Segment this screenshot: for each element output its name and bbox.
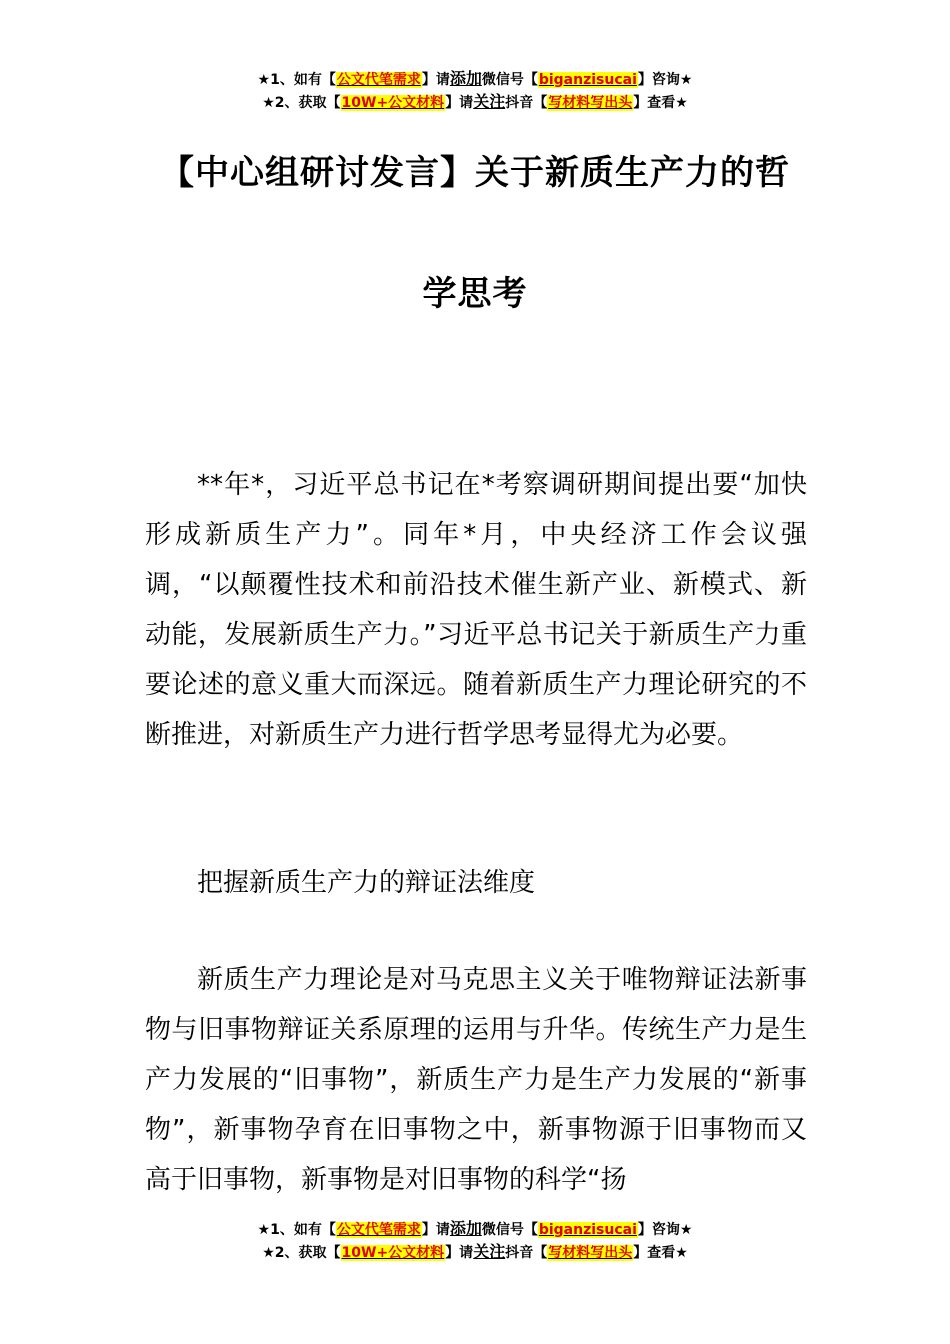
banner-text: 】咨询★: [637, 72, 693, 88]
banner-text: 】咨询★: [637, 1222, 693, 1238]
banner-line-2: [0, 91, 950, 114]
document-title-line-1: 【中心组研讨发言】关于新质生产力的哲: [160, 153, 790, 193]
footer-banner: [0, 1218, 950, 1264]
banner-text: 抖音【: [505, 95, 548, 111]
banner-emphasis: 添加: [449, 1219, 482, 1238]
highlight-douyin-id: 写材料写出头: [548, 1245, 633, 1261]
highlight-wechat-id: biganzisucai: [538, 72, 637, 88]
banner-line-2: [0, 1241, 950, 1264]
banner-text: 微信号【: [481, 72, 538, 88]
banner-text: 微信号【: [481, 1222, 538, 1238]
highlight-materials: 10W+公文材料: [341, 1245, 445, 1261]
header-banner: [0, 68, 950, 114]
highlight-materials: 10W+公文材料: [341, 95, 445, 111]
document-title-line-2: 学思考: [422, 274, 528, 314]
highlight-douyin-id: 写材料写出头: [548, 95, 633, 111]
highlight-wechat-id: biganzisucai: [538, 1222, 637, 1238]
banner-text: 】请: [445, 95, 474, 111]
banner-text: ★2、获取【: [262, 1245, 341, 1261]
paragraph-text: 新质生产力理论是对马克思主义关于唯物辩证法新事物与旧事物辩证关系原理的运用与升华。传统生产力是生产力发展的“旧事物”，新质生产力是生产力发展的“新事物”，新事物孕育在旧事物之中，新事物源于旧事物而又高于旧事物，新事物是对旧事物的科学“扬: [145, 965, 807, 1195]
banner-text: ★1、如有【: [257, 72, 336, 88]
banner-text: 】请: [445, 1245, 474, 1261]
banner-text: ★1、如有【: [257, 1222, 336, 1238]
body-paragraph-2: [145, 955, 807, 1205]
banner-line-1: [0, 1218, 950, 1241]
highlight-service: 公文代笔需求: [336, 72, 421, 88]
paragraph-text: **年*，习近平总书记在*考察调研期间提出要“加快形成新质生产力”。同年*月，中央经济工作会议强调，“以颠覆性技术和前沿技术催生新产业、新模式、新动能，发展新质生产力。”习近平总书记关于新质生产力重要论述的意义重大而深远。随着新质生产力理论研究的不断推进，对新质生产力进行哲学思考显得尤为必要。: [145, 470, 807, 750]
banner-emphasis: 添加: [449, 69, 482, 88]
banner-text: 】请: [421, 72, 450, 88]
banner-text: 】请: [421, 1222, 450, 1238]
body-paragraph-1: [145, 460, 807, 760]
banner-text: 】查看★: [633, 1245, 688, 1261]
section-heading: [145, 858, 807, 908]
banner-emphasis: 关注: [473, 92, 506, 111]
banner-text: ★2、获取【: [262, 95, 341, 111]
banner-emphasis: 关注: [473, 1242, 506, 1261]
section-heading-text: 把握新质生产力的辩证法维度: [197, 868, 536, 898]
highlight-service: 公文代笔需求: [336, 1222, 421, 1238]
banner-text: 】查看★: [633, 95, 688, 111]
banner-text: 抖音【: [505, 1245, 548, 1261]
banner-line-1: [0, 68, 950, 91]
